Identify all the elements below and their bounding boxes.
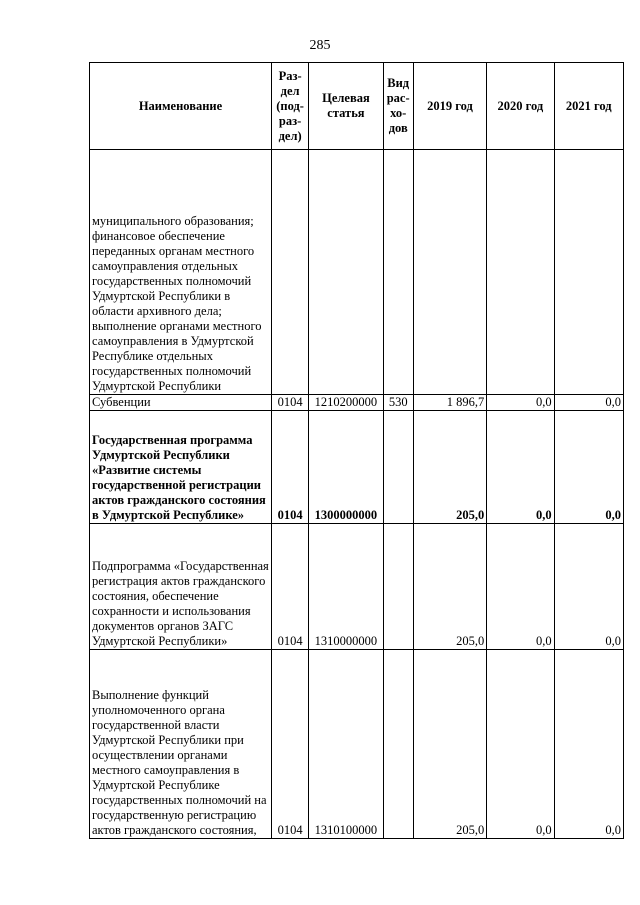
header-section: Раз-дел (под-раз-дел) <box>272 63 309 150</box>
row-section: 0104 <box>272 650 309 839</box>
row-name: Выполнение функций уполномоченного органа государственной власти Удмуртской Республики при осуществлении органами местного самоуправления в Удмуртской Республике государственных полномочий на государственную регистрацию актов гражданского состояния, <box>90 650 272 839</box>
row-target: 1310100000 <box>309 650 383 839</box>
row-section <box>272 150 309 395</box>
table-row <box>90 411 624 524</box>
row-2021: 0,0 <box>554 524 623 650</box>
row-2020: 0,0 <box>487 395 554 411</box>
row-2020: 0,0 <box>487 411 554 524</box>
row-name: Государственная программа Удмуртской Республики «Развитие системы государственной регистрации актов гражданского состояния в Удмуртской Республике» <box>90 411 272 524</box>
row-2020: 0,0 <box>487 650 554 839</box>
row-2019 <box>413 150 486 395</box>
row-expense-type: 530 <box>383 395 413 411</box>
table-row <box>90 150 624 395</box>
table-row <box>90 524 624 650</box>
header-target: Целевая статья <box>309 63 383 150</box>
header-name: Наименование <box>90 63 272 150</box>
header-2019: 2019 год <box>413 63 486 150</box>
header-expense-type: Вид рас-хо-дов <box>383 63 413 150</box>
row-target <box>309 150 383 395</box>
row-section: 0104 <box>272 395 309 411</box>
row-2021 <box>554 150 623 395</box>
row-2019: 1 896,7 <box>413 395 486 411</box>
row-expense-type <box>383 150 413 395</box>
row-target: 1310000000 <box>309 524 383 650</box>
header-2021: 2021 год <box>554 63 623 150</box>
row-2019: 205,0 <box>413 524 486 650</box>
row-target: 1300000000 <box>309 411 383 524</box>
row-name: муниципального образования; финансовое обеспечение переданных органам местного самоуправления отдельных государственных полномочий Удмуртской Республики в области архивного дела; выполнение органами местного самоуправления в Удмуртской Республике отдельных государственных полномочий Удмуртской Республики <box>90 150 272 395</box>
row-2021: 0,0 <box>554 650 623 839</box>
table-header-row <box>90 63 624 150</box>
row-section: 0104 <box>272 524 309 650</box>
row-name: Подпрограмма «Государственная регистрация актов гражданского состояния, обеспечение сохранности и использования документов органов ЗАГС Удмуртской Республики» <box>90 524 272 650</box>
table-row <box>90 395 624 411</box>
page-number: 285 <box>309 38 331 53</box>
table-row <box>90 650 624 839</box>
row-2021: 0,0 <box>554 395 623 411</box>
budget-table <box>89 62 624 839</box>
row-expense-type <box>383 524 413 650</box>
row-target: 1210200000 <box>309 395 383 411</box>
row-2019: 205,0 <box>413 650 486 839</box>
row-2021: 0,0 <box>554 411 623 524</box>
row-section: 0104 <box>272 411 309 524</box>
header-2020: 2020 год <box>487 63 554 150</box>
row-expense-type <box>383 650 413 839</box>
row-2019: 205,0 <box>413 411 486 524</box>
row-2020: 0,0 <box>487 524 554 650</box>
row-name: Субвенции <box>90 395 272 411</box>
row-2020 <box>487 150 554 395</box>
row-expense-type <box>383 411 413 524</box>
